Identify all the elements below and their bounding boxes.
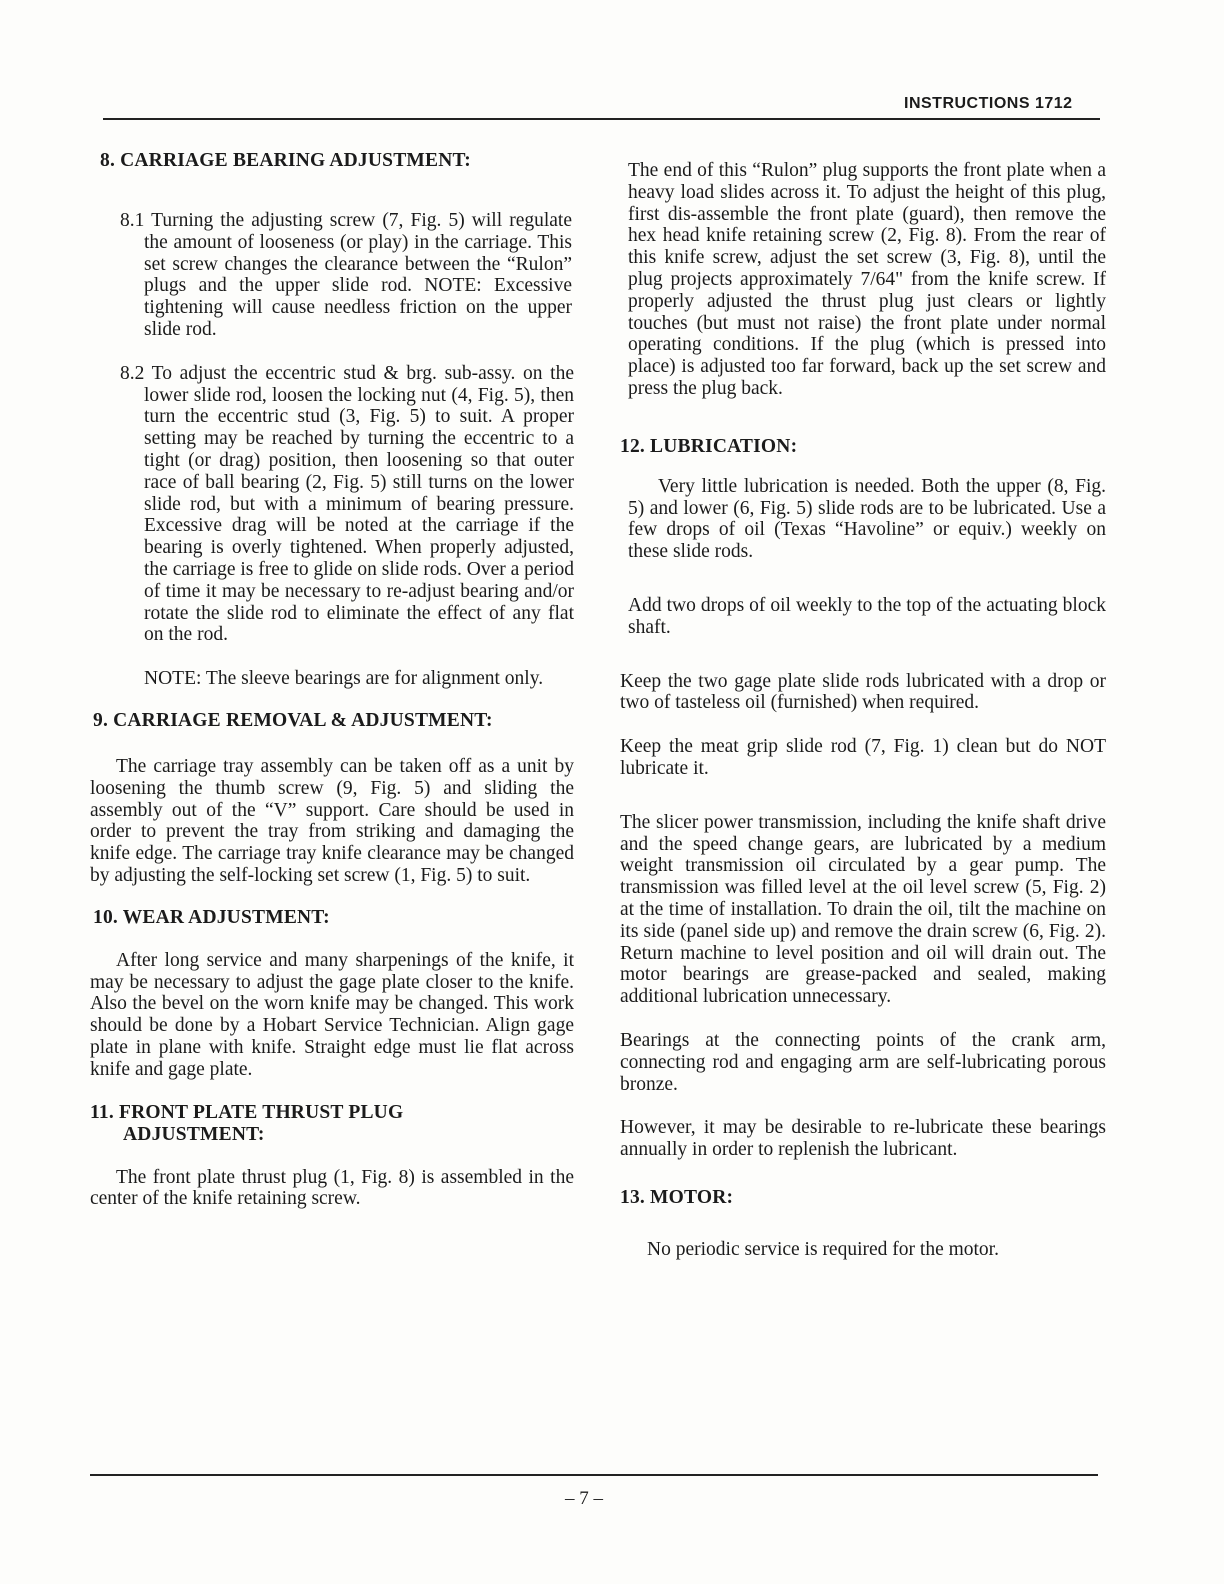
- lubrication-paragraph-4: Keep the meat grip slide rod (7, Fig. 1) clean but do NOT lubricate it.: [620, 736, 1106, 779]
- section-8-1-text: 8.1 Turning the adjusting screw (7, Fig. 5) will regulate the amount of looseness (or play) in the carriage. This set screw changes the clearance between the “Rulon” plugs and the upper slide rod. NOTE: Excessive tightening will cause needless friction on the upper slide rod.: [120, 210, 572, 340]
- lubrication-paragraph-7: However, it may be desirable to re-lubricate these bearings annually in order to replenish the lubricant.: [620, 1117, 1106, 1161]
- lubrication-paragraph-3: Keep the two gage plate slide rods lubricated with a drop or two of tasteless oil (furnished) when required.: [620, 670, 1106, 714]
- page-number: – 7 –: [565, 1488, 603, 1509]
- section-11-heading: [90, 1102, 574, 1146]
- right-column: [620, 160, 1106, 1261]
- section-11-heading-line-2: ADJUSTMENT:: [123, 1123, 265, 1145]
- document-header-label: INSTRUCTIONS 1712: [904, 95, 1073, 112]
- section-9-heading: 9. CARRIAGE REMOVAL & ADJUSTMENT:: [93, 709, 493, 731]
- lubrication-paragraph-1: Very little lubrication is needed. Both the upper (8, Fig. 5) and lower (6, Fig. 5) slide rods are to be lubricated. Use a few drops of oil (Texas “Havoline” or equiv.) weekly on these slide rods.: [628, 475, 1106, 563]
- left-column: [90, 150, 574, 1210]
- section-13-heading: 13. MOTOR:: [620, 1186, 734, 1208]
- section-11-heading-line-1: 11. FRONT PLATE THRUST PLUG: [90, 1101, 404, 1123]
- section-10-heading: 10. WEAR ADJUSTMENT:: [93, 906, 330, 928]
- header-rule: [103, 118, 1100, 120]
- lubrication-paragraph-6: Bearings at the connecting points of the crank arm, connecting rod and engaging arm are self-lubricating porous bronze.: [620, 1029, 1106, 1095]
- section-8-2-text: 8.2 To adjust the eccentric stud & brg. sub-assy. on the lower slide rod, loosen the locking nut (4, Fig. 5), then turn the eccentric stud (3, Fig. 5) to suit. A proper setting may be reached by turning the eccentric to a tight (or drag) position, then loosening so that outer race of ball bearing (2, Fig. 5) still turns on the lower slide rod, but with a minimum of bearing pressure. Excessive drag will be noted at the carriage if the bearing is overly tightened. When properly adjusted, the carriage is free to glide on slide rods. Over a period of time it may be necessary to re-adjust bearing and/or rotate the slide rod to eliminate the effect of any flat on the rod.: [120, 362, 574, 646]
- section-8-heading: 8. CARRIAGE BEARING ADJUSTMENT:: [100, 150, 471, 171]
- section-11-continued-text: The end of this “Rulon” plug supports the front plate when a heavy load slides across it. To adjust the height of this plug, first dis-assemble the front plate (guard), then remove the hex head knife retaining screw (2, Fig. 8). From the rear of this knife screw, adjust the set screw (3, Fig. 8), until the plug projects approximately 7/64" from the knife screw. If properly adjusted the thrust plug just clears or lightly touches (but must not raise) the front plate under normal operating conditions. If the plug (which is pressed into place) is adjusted too far forward, back up the set screw and press the plug back.: [628, 160, 1106, 399]
- footer-rule: [90, 1474, 1098, 1476]
- section-12-heading: 12. LUBRICATION:: [620, 435, 798, 457]
- lubrication-paragraph-2: Add two drops of oil weekly to the top of the actuating block shaft.: [628, 594, 1106, 638]
- lubrication-paragraph-5: The slicer power transmission, including the knife shaft drive and the speed change gears, are lubricated by a medium weight transmission oil circulated by a gear pump. The transmission was filled level at the oil level screw (5, Fig. 2) at the time of installation. To drain the oil, tilt the machine on its side (panel side up) and remove the drain screw (6, Fig. 2). Return machine to level position and oil will drain out. The motor bearings are grease-packed and sealed, making additional lubrication unnecessary.: [620, 811, 1106, 1008]
- section-13-text: No periodic service is required for the motor.: [647, 1238, 999, 1260]
- section-9-text: The carriage tray assembly can be taken off as a unit by loosening the thumb screw (9, Fig. 5) and sliding the assembly out of the “V” support. Care should be used in order to prevent the tray from striking and damaging the knife edge. The carriage tray knife clearance may be changed by adjusting the self-locking set screw (1, Fig. 5) to suit.: [90, 755, 574, 886]
- section-10-text: After long service and many sharpenings of the knife, it may be necessary to adjust the gage plate closer to the knife. Also the bevel on the worn knife may be changed. This work should be done by a Hobart Service Technician. Align gage plate in plane with knife. Straight edge must lie flat across knife and gage plate.: [90, 949, 574, 1080]
- section-11-text: The front plate thrust plug (1, Fig. 8) is assembled in the center of the knife retaining screw.: [90, 1166, 574, 1210]
- section-8-note: NOTE: The sleeve bearings are for alignment only.: [144, 668, 544, 690]
